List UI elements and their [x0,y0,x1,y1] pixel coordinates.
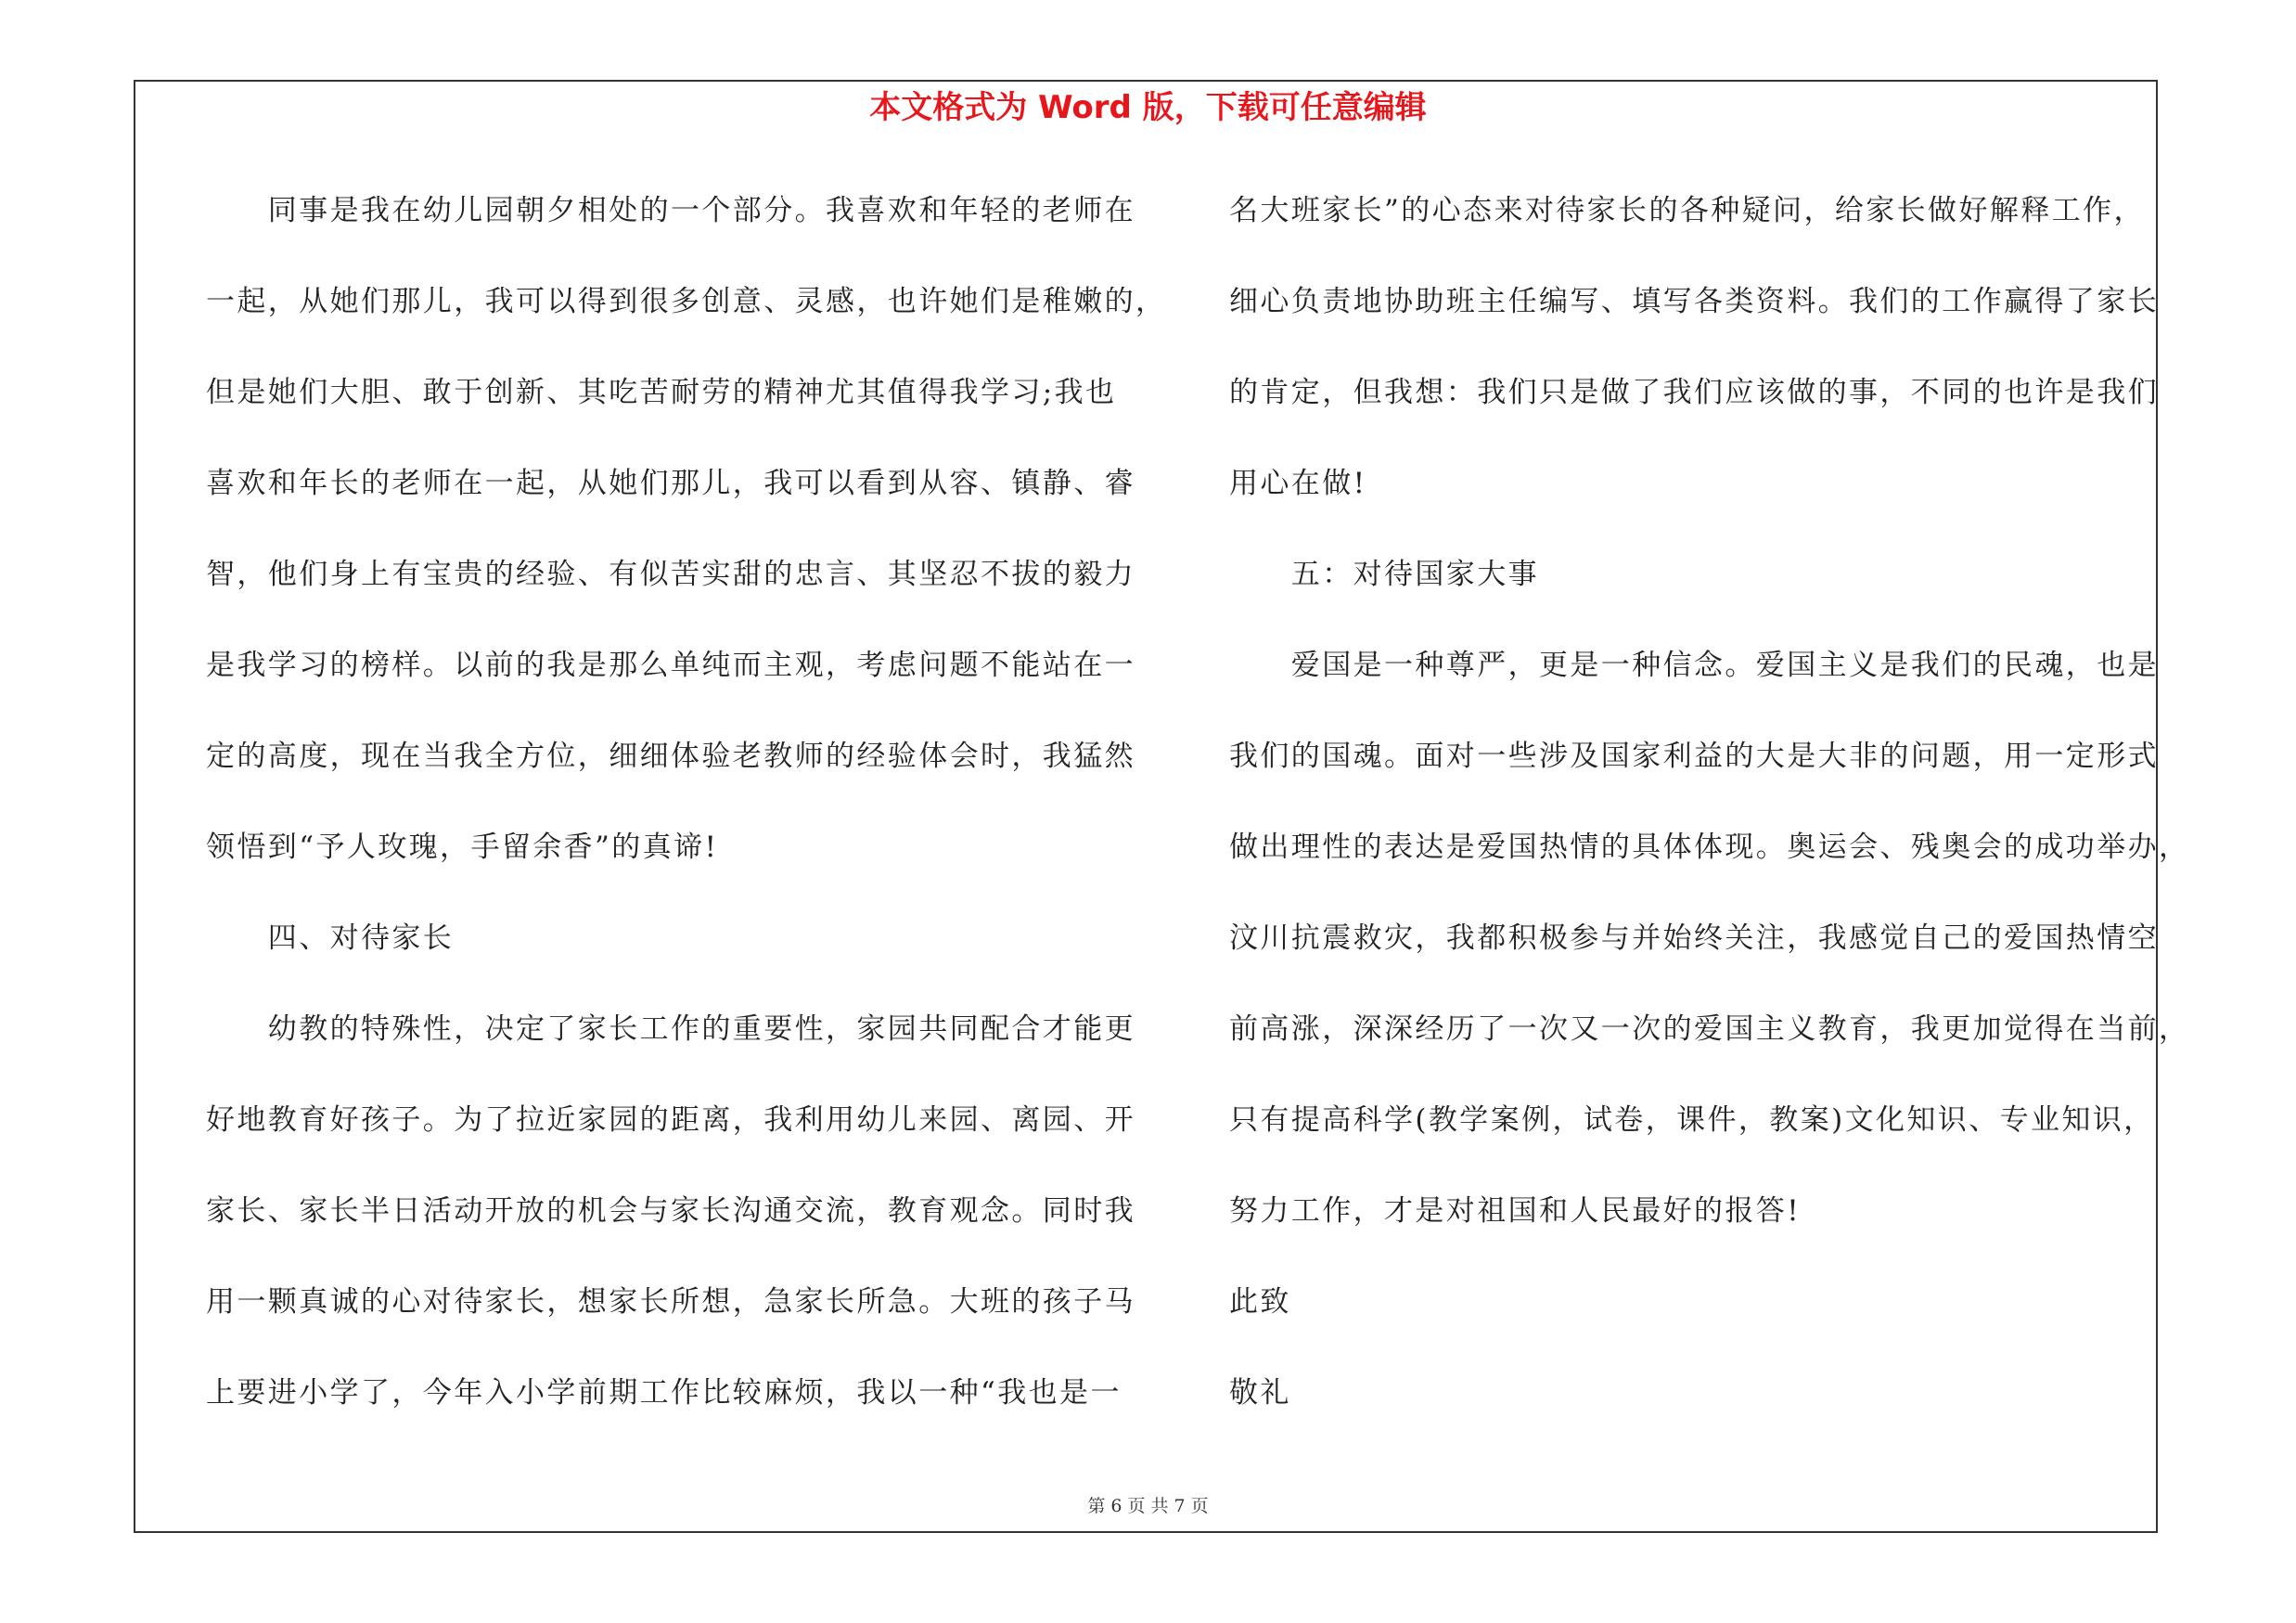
text-line: 前高涨，深深经历了一次又一次的爱国主义教育，我更加觉得在当前， [1229,1012,2190,1046]
text-line: 只有提高科学(教学案例，试卷，课件，教案)文化知识、专业知识， [1229,1103,2155,1137]
text-line: 领悟到“予人玫瑰，手留余香”的真谛! [206,831,719,864]
text-line: 做出理性的表达是爱国热情的具体体现。奥运会、残奥会的成功举办， [1229,831,2190,864]
current-page-number: 6 [1110,1496,1122,1516]
text-line: 家长、家长半日活动开放的机会与家长沟通交流，教育观念。同时我 [206,1194,1135,1228]
text-line: 好地教育好孩子。为了拉近家园的距离，我利用幼儿来园、离园、开 [206,1103,1135,1137]
text-line: 汶川抗震救灾，我都积极参与并始终关注，我感觉自己的爱国热情空 [1229,921,2159,955]
text-line: 但是她们大胆、敢于创新、其吃苦耐劳的精神尤其值得我学习;我也 [206,376,1117,409]
text-line: 上要进小学了，今年入小学前期工作比较麻烦，我以一种“我也是一 [206,1376,1122,1410]
text-line: 一起，从她们那儿，我可以得到很多创意、灵感，也许她们是稚嫩的， [206,285,1167,318]
right-column [1229,184,2190,1457]
text-line: 定的高度，现在当我全方位，细细体验老教师的经验体会时，我猛然 [206,740,1135,773]
text-line: 幼教的特殊性，决定了家长工作的重要性，家园共同配合才能更 [206,1012,1135,1046]
text-line: 爱国是一种尊严，更是一种信念。爱国主义是我们的民魂，也是 [1229,649,2159,682]
page-unit: 页 [1127,1496,1146,1516]
text-line: 是我学习的榜样。以前的我是那么单纯而主观，考虑问题不能站在一 [206,649,1135,682]
format-banner: 本文格式为 Word 版，下载可任意编辑 [869,89,1427,126]
total-unit: 页 [1190,1496,1209,1516]
text-line: 努力工作，才是对祖国和人民最好的报答! [1229,1194,1802,1228]
text-line: 细心负责地协助班主任编写、填写各类资料。我们的工作赢得了家长 [1229,285,2159,318]
text-line: 的肯定，但我想：我们只是做了我们应该做的事，不同的也许是我们 [1229,376,2159,409]
total-pages-number: 7 [1174,1496,1186,1516]
page-footer [0,1494,2296,1518]
text-line: 用一颗真诚的心对待家长，想家长所想，急家长所急。大班的孩子马 [206,1285,1135,1319]
text-line: 用心在做! [1229,467,1367,500]
text-line: 同事是我在幼儿园朝夕相处的一个部分。我喜欢和年轻的老师在 [206,194,1135,227]
total-prefix: 共 [1150,1496,1169,1516]
closing-regards: 敬礼 [1229,1376,1291,1410]
section-heading: 五：对待国家大事 [1229,558,1539,591]
text-line: 名大班家长”的心态来对待家长的各种疑问，给家长做好解释工作， [1229,194,2145,227]
text-line: 我们的国魂。面对一些涉及国家利益的大是大非的问题，用一定形式 [1229,740,2159,773]
text-line: 喜欢和年长的老师在一起，从她们那儿，我可以看到从容、镇静、睿 [206,467,1135,500]
closing-salutation: 此致 [1229,1285,1291,1319]
text-line: 智，他们身上有宝贵的经验、有似苦实甜的忠言、其坚忍不拔的毅力 [206,558,1135,591]
section-heading: 四、对待家长 [206,921,455,955]
page-prefix: 第 [1087,1496,1106,1516]
left-column [206,184,1167,1457]
